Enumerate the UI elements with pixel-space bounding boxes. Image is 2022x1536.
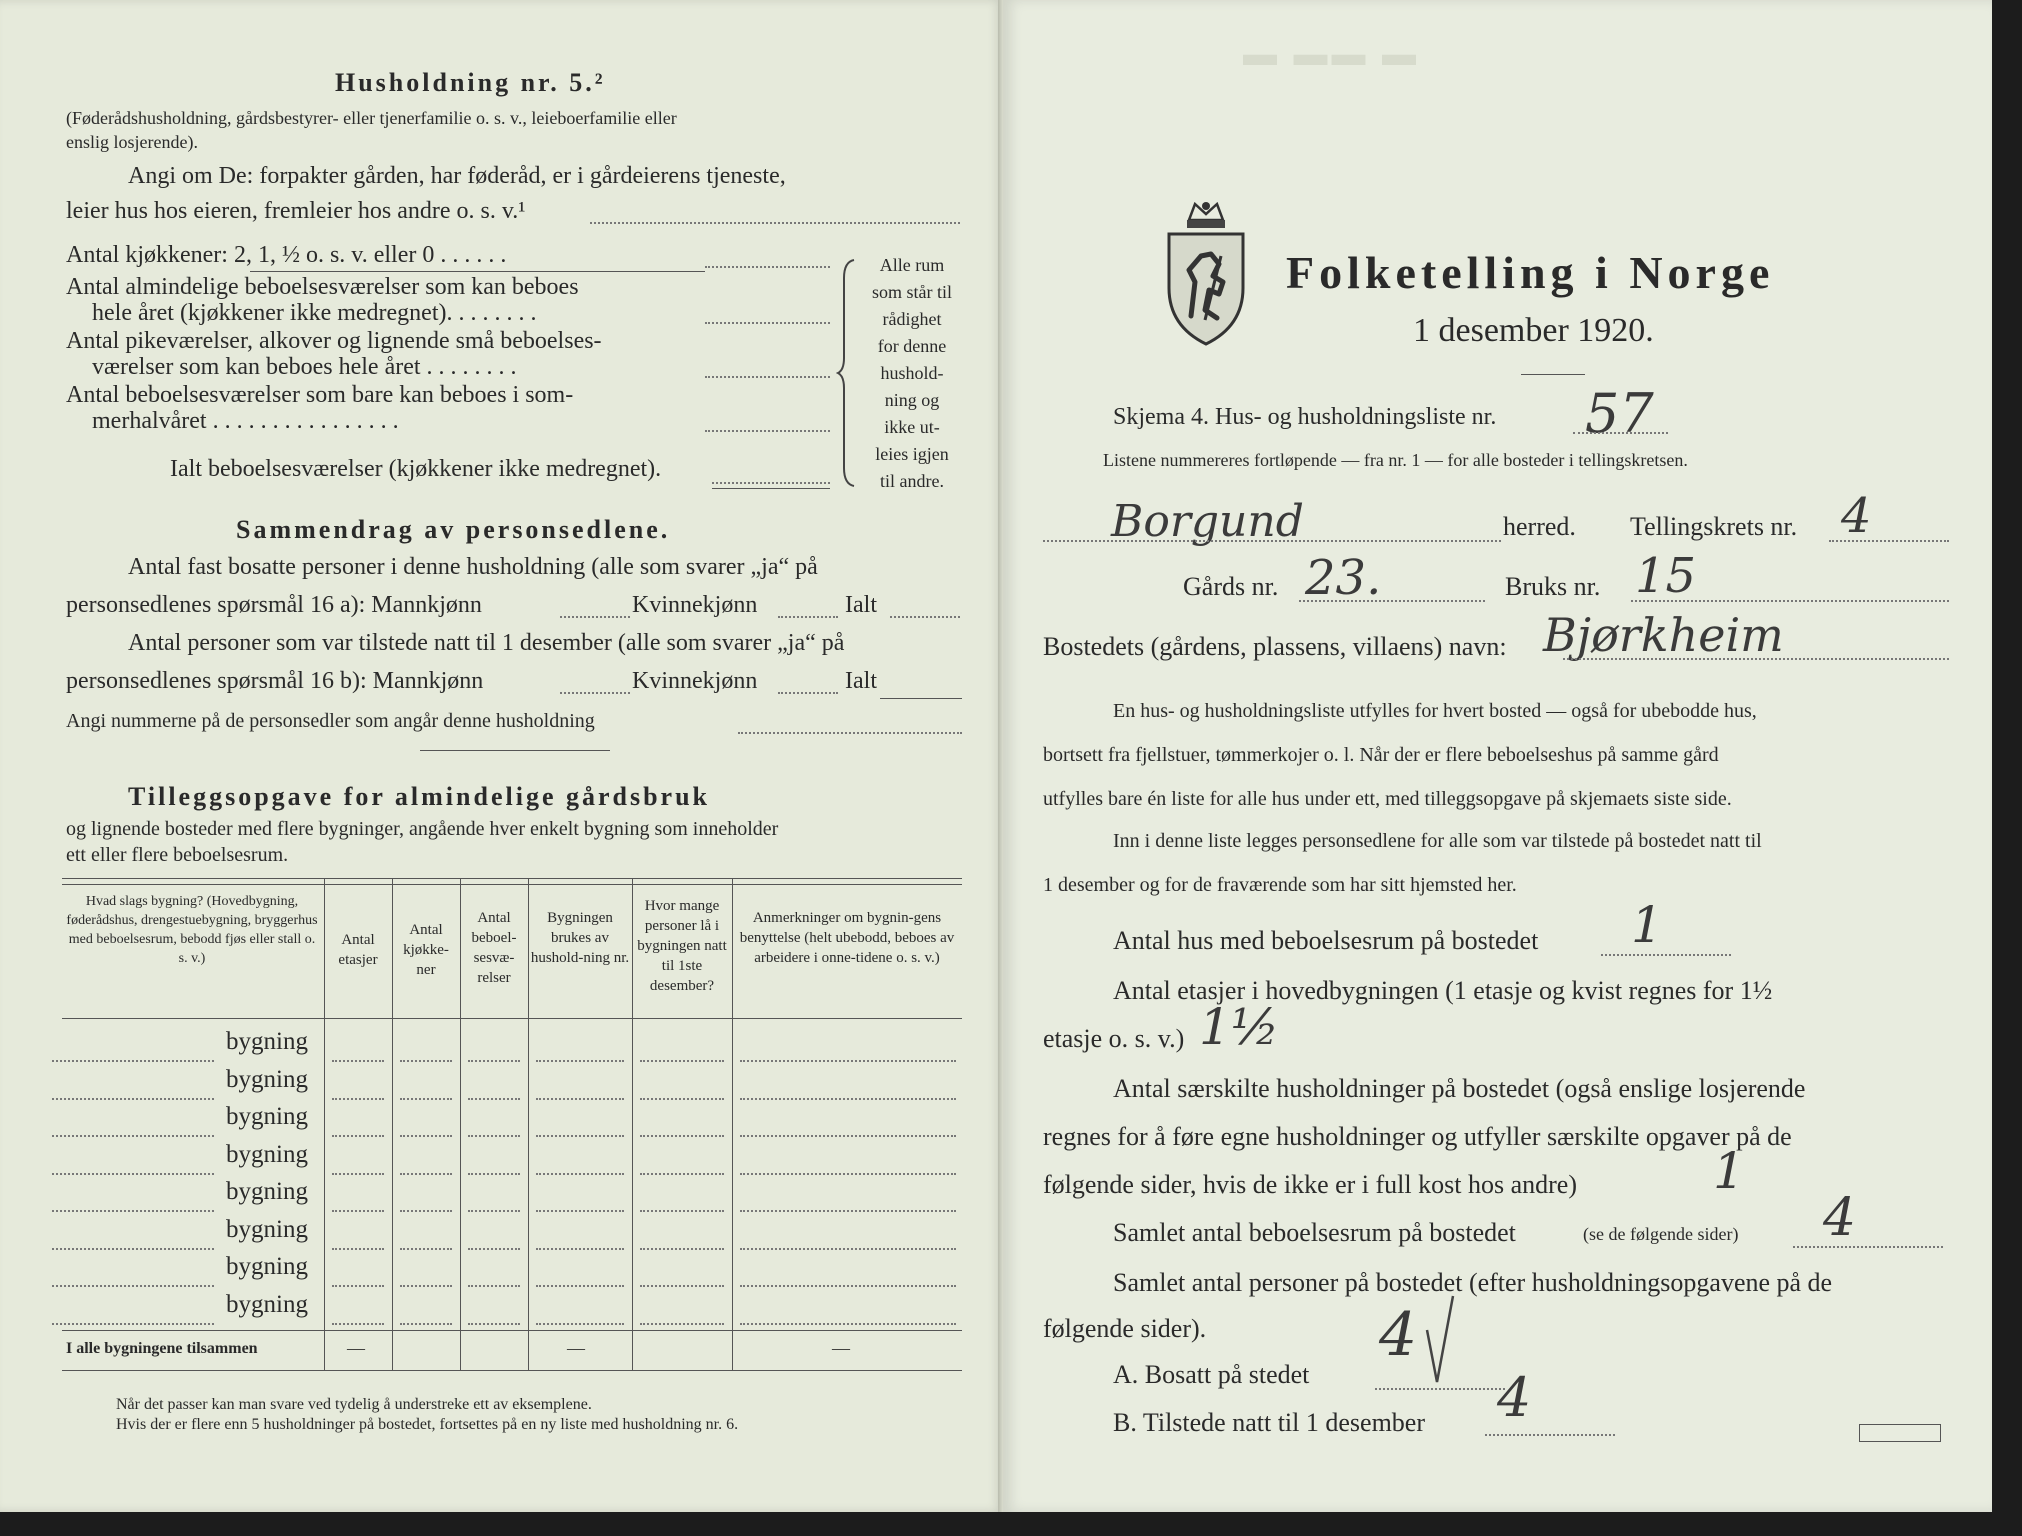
building-row-field bbox=[400, 1135, 452, 1137]
side-note-line: leies igjen bbox=[875, 444, 949, 464]
municipality-value: Borgund bbox=[1111, 496, 1304, 547]
schema-number-line bbox=[1573, 432, 1668, 434]
col-header-building-type: Hvad slags bygning? (Hovedbygning, føderådshus, drengestuebygning, bryggerhus med beboelsesrum, bebodd fjøs eller stall o. s. v.) bbox=[66, 894, 318, 966]
building-row-field bbox=[740, 1248, 956, 1250]
building-row-field bbox=[468, 1210, 520, 1212]
side-note-line: ning og bbox=[884, 390, 940, 410]
building-row-field bbox=[400, 1248, 452, 1250]
building-row-field bbox=[640, 1210, 724, 1212]
rooms-total-value: 4 bbox=[1823, 1188, 1857, 1248]
schema-label: Skjema 4. Hus- og husholdningsliste nr. bbox=[1113, 404, 1497, 430]
building-row-field bbox=[400, 1060, 452, 1062]
farm-number-label: Gårds nr. bbox=[1183, 572, 1279, 601]
district-line bbox=[1829, 540, 1949, 542]
rooms-line-2: hele året (kjøkkener ikke medregnet). . . . . . . . bbox=[92, 300, 537, 326]
angi-line-2: leier hus hos eieren, fremleier hos andre o. s. v.¹ bbox=[66, 198, 526, 224]
table-col-divider bbox=[528, 878, 529, 1370]
building-row-field bbox=[536, 1285, 624, 1287]
building-row-field bbox=[640, 1060, 724, 1062]
census-date: 1 desember 1920. bbox=[1413, 312, 1654, 349]
side-note-line: Alle rum bbox=[879, 255, 945, 275]
supplement-line-2: ett eller flere beboelsesrum. bbox=[66, 844, 289, 866]
fast-female-field bbox=[778, 616, 838, 618]
building-row-field bbox=[52, 1248, 214, 1250]
district-label: Tellingskrets nr. bbox=[1630, 512, 1798, 541]
building-row-field bbox=[468, 1060, 520, 1062]
info-line-3: utfylles bare én liste for alle hus under ett, med tilleggsopgave på skjemaets siste side. bbox=[1043, 788, 1732, 810]
building-row-field bbox=[52, 1285, 214, 1287]
form-title: Folketelling i Norge bbox=[1286, 247, 1775, 298]
fast-total-field bbox=[890, 616, 960, 618]
building-row-field bbox=[52, 1098, 214, 1100]
building-row-field bbox=[640, 1285, 724, 1287]
present-total-label: Ialt bbox=[845, 668, 877, 694]
houses-label: Antal hus med beboelsesrum på bostedet bbox=[1113, 926, 1539, 955]
resident-line bbox=[1375, 1388, 1505, 1390]
households-line-3: følgende sider, hvis de ikke er i full kost hos andre) bbox=[1043, 1170, 1577, 1199]
building-row-field bbox=[740, 1135, 956, 1137]
building-row-field bbox=[468, 1098, 520, 1100]
building-row-label: bygning bbox=[226, 1103, 308, 1130]
municipality-label: herred. bbox=[1503, 512, 1576, 541]
angi-line-1: Angi om De: forpakter gården, har føderåd, er i gårdeierens tjeneste, bbox=[128, 163, 786, 189]
building-row-field bbox=[536, 1173, 624, 1175]
building-row-field bbox=[52, 1210, 214, 1212]
maid-rooms-line-2: værelser som kan beboes hele året . . . . . . . . bbox=[92, 354, 517, 380]
summer-rooms-line-2: merhalvåret . . . . . . . . . . . . . . . . bbox=[92, 408, 399, 434]
table-total-rule bbox=[62, 1330, 962, 1331]
building-row-field bbox=[536, 1098, 624, 1100]
summary-present-line-2: personsedlenes spørsmål 16 b): Mannkjønn bbox=[66, 668, 484, 694]
present-female-field bbox=[778, 692, 838, 694]
right-page bbox=[1003, 0, 1992, 1512]
present-male-field bbox=[560, 692, 630, 694]
angi-fill-line bbox=[590, 222, 960, 224]
intro-line-2: enslig losjerende). bbox=[66, 132, 198, 152]
footnote-1: Når det passer kan man svare ved tydelig å understreke ett av eksemplene. bbox=[116, 1396, 592, 1413]
table-col-divider bbox=[632, 878, 633, 1370]
building-row-field bbox=[640, 1098, 724, 1100]
supplement-title: Tilleggsopgave for almindelige gårdsbruk bbox=[128, 782, 711, 811]
building-row-field bbox=[332, 1098, 384, 1100]
municipality-line bbox=[1043, 540, 1501, 542]
dwelling-name-value: Bjørkheim bbox=[1543, 608, 1784, 662]
dwelling-name-label: Bostedets (gårdens, plassens, villaens) navn: bbox=[1043, 632, 1507, 661]
title-divider bbox=[1521, 374, 1585, 375]
building-row-field bbox=[52, 1135, 214, 1137]
building-row-label: bygning bbox=[226, 1253, 308, 1280]
building-row-field bbox=[332, 1173, 384, 1175]
bleed-through: ▬ ▬▬ ▬ bbox=[1243, 36, 1420, 73]
summary-fast-line-1: Antal fast bosatte personer i denne husholdning (alle som svarer „ja“ på bbox=[128, 554, 818, 580]
info-line-2: bortsett fra fjellstuer, tømmerkojer o. l. Når der er flere beboelseshus på samme gård bbox=[1043, 744, 1719, 766]
side-note-line: rådighet bbox=[882, 309, 942, 329]
resident-label: A. Bosatt på stedet bbox=[1113, 1360, 1310, 1389]
building-row-field bbox=[640, 1323, 724, 1325]
building-row-label: bygning bbox=[226, 1290, 308, 1318]
fast-female-label: Kvinnekjønn bbox=[632, 592, 758, 618]
floors-line-2: etasje o. s. v.) bbox=[1043, 1024, 1185, 1053]
summary-fast-line-2: personsedlenes spørsmål 16 a): Mannkjønn bbox=[66, 592, 482, 618]
summer-rooms-line-1: Antal beboelsesværelser som bare kan beboes i som- bbox=[66, 382, 574, 408]
building-row-field bbox=[400, 1098, 452, 1100]
building-row-label: bygning bbox=[226, 1140, 308, 1168]
building-row-field bbox=[536, 1210, 624, 1212]
building-row-field bbox=[640, 1135, 724, 1137]
table-total-label: I alle bygningene tilsammen bbox=[66, 1340, 258, 1357]
table-bottom-rule bbox=[62, 1370, 962, 1371]
rooms-line-1: Antal almindelige beboelsesværelser som kan beboes bbox=[66, 274, 579, 300]
building-row-field bbox=[740, 1285, 956, 1287]
building-row-field bbox=[400, 1323, 452, 1325]
fast-male-field bbox=[560, 616, 630, 618]
footnote-2: Hvis der er flere enn 5 husholdninger på bostedet, fortsettes på en ny liste med husholdning nr. 6. bbox=[116, 1416, 739, 1433]
household-title: Husholdning nr. 5.² bbox=[335, 68, 606, 97]
present-total-field bbox=[880, 698, 962, 699]
resident-value: 4 bbox=[1379, 1300, 1418, 1370]
building-row-field bbox=[332, 1135, 384, 1137]
maid-rooms-field bbox=[705, 376, 830, 378]
holding-number-label: Bruks nr. bbox=[1505, 572, 1601, 601]
building-row-field bbox=[468, 1285, 520, 1287]
building-row-label: bygning bbox=[226, 1215, 308, 1243]
table-col-divider bbox=[324, 878, 325, 1370]
info-line-5: 1 desember og for de fraværende som har sitt hjemsted her. bbox=[1043, 874, 1517, 896]
building-row-field bbox=[468, 1173, 520, 1175]
persons-line-1: Samlet antal personer på bostedet (efter husholdningsopgavene på de bbox=[1113, 1268, 1833, 1297]
section-divider bbox=[420, 750, 610, 751]
building-row-field bbox=[740, 1323, 956, 1325]
fast-total-label: Ialt bbox=[845, 592, 877, 618]
building-row-field bbox=[740, 1060, 956, 1062]
present-label: B. Tilstede natt til 1 desember bbox=[1113, 1408, 1425, 1437]
numbers-label: Angi nummerne på de personsedler som angår denne husholdning bbox=[66, 710, 595, 732]
building-row-field bbox=[468, 1135, 520, 1137]
total-rooms-field bbox=[712, 482, 830, 484]
side-note-line: hushold- bbox=[880, 363, 944, 383]
building-row-field bbox=[332, 1248, 384, 1250]
floors-line-1: Antal etasjer i hovedbygningen (1 etasje og kvist regnes for 1½ bbox=[1113, 976, 1773, 1005]
left-page bbox=[0, 0, 1003, 1512]
dwelling-name-line bbox=[1563, 658, 1949, 660]
supplement-line-1: og lignende bosteder med flere bygninger, angående hver enkelt bygning som inneholder bbox=[66, 818, 779, 840]
total-rooms-underline bbox=[712, 488, 830, 489]
brace-icon bbox=[836, 258, 860, 488]
building-row-label: bygning bbox=[226, 1065, 308, 1093]
building-row-field bbox=[536, 1323, 624, 1325]
houses-value: 1 bbox=[1631, 896, 1663, 954]
present-female-label: Kvinnekjønn bbox=[632, 668, 758, 694]
building-row-field bbox=[52, 1173, 214, 1175]
persons-line-2: følgende sider). bbox=[1043, 1314, 1207, 1343]
info-line-4: Inn i denne liste legges personsedlene for alle som var tilstede på bostedet natt til bbox=[1113, 830, 1762, 852]
building-row-field bbox=[332, 1060, 384, 1062]
building-row-field bbox=[536, 1135, 624, 1137]
households-value: 1 bbox=[1713, 1142, 1745, 1200]
rooms-field bbox=[705, 322, 830, 324]
info-line-1: En hus- og husholdningsliste utfylles for hvert bosted — også for ubebodde hus, bbox=[1113, 700, 1757, 722]
building-row-field bbox=[740, 1173, 956, 1175]
farm-number-value: 23. bbox=[1305, 550, 1382, 606]
rooms-total-note: (se de følgende sider) bbox=[1583, 1224, 1739, 1244]
printer-stamp bbox=[1859, 1424, 1941, 1442]
side-note-line: som står til bbox=[872, 282, 952, 302]
col-header-floors: Antal etasjer bbox=[338, 932, 378, 968]
building-row-field bbox=[536, 1248, 624, 1250]
present-line bbox=[1485, 1434, 1615, 1436]
total-remarks-dash: — bbox=[832, 1338, 850, 1358]
col-header-kitchens: Antal kjøkke-ner bbox=[403, 922, 449, 978]
col-header-household: Bygningen brukes av hushold-ning nr. bbox=[530, 910, 630, 966]
rooms-total-line bbox=[1793, 1246, 1943, 1248]
building-row-field bbox=[640, 1173, 724, 1175]
rooms-total-label: Samlet antal beboelsesrum på bostedet bbox=[1113, 1218, 1516, 1247]
maid-rooms-line-1: Antal pikeværelser, alkover og lignende små beboelses- bbox=[66, 328, 602, 354]
intro-line-1: (Føderådshusholdning, gårdsbestyrer- eller tjenerfamilie o. s. v., leieboerfamilie eller bbox=[66, 108, 677, 128]
summary-title: Sammendrag av personsedlene. bbox=[236, 515, 671, 544]
building-row-field bbox=[536, 1060, 624, 1062]
col-header-remarks: Anmerkninger om bygnin-gens benyttelse (helt ubebodd, beboes av arbeidere i onne-tidene o. s. v.) bbox=[739, 910, 955, 966]
numbering-note: Listene nummereres fortløpende — fra nr. 1 — for alle bosteder i tellingskretsen. bbox=[1103, 450, 1688, 470]
building-row-field bbox=[400, 1210, 452, 1212]
buildings-table bbox=[62, 878, 962, 1370]
kitchens-field bbox=[705, 266, 830, 268]
building-row-field bbox=[740, 1098, 956, 1100]
building-row-field bbox=[52, 1060, 214, 1062]
total-floors-dash: — bbox=[347, 1338, 365, 1358]
building-row-field bbox=[400, 1285, 452, 1287]
building-row-field bbox=[640, 1248, 724, 1250]
side-note-line: for denne bbox=[877, 336, 947, 356]
building-row-field bbox=[332, 1210, 384, 1212]
building-row-label: bygning bbox=[226, 1178, 308, 1205]
schema-number: 57 bbox=[1585, 382, 1654, 445]
kitchens-underline bbox=[250, 271, 705, 272]
tick-mark-icon bbox=[1423, 1290, 1459, 1390]
numbers-field bbox=[738, 732, 962, 734]
total-household-dash: — bbox=[567, 1338, 585, 1358]
col-header-persons: Hvor mange personer lå i bygningen natt til 1ste desember? bbox=[637, 898, 727, 994]
farm-number-line bbox=[1299, 600, 1485, 602]
table-col-divider bbox=[732, 878, 733, 1370]
holding-number-line bbox=[1631, 600, 1949, 602]
building-row-field bbox=[468, 1323, 520, 1325]
table-col-divider bbox=[460, 878, 461, 1370]
holding-number-value: 15 bbox=[1635, 548, 1697, 604]
coat-of-arms-icon bbox=[1161, 198, 1251, 348]
building-row-label: bygning bbox=[226, 1028, 308, 1055]
building-row-field bbox=[332, 1323, 384, 1325]
houses-line bbox=[1601, 954, 1731, 956]
summary-present-line-1: Antal personer som var tilstede natt til 1 desember (alle som svarer „ja“ på bbox=[128, 630, 845, 656]
table-top-rule bbox=[62, 878, 962, 879]
building-row-field bbox=[740, 1210, 956, 1212]
building-row-field bbox=[52, 1323, 214, 1325]
side-note-line: til andre. bbox=[880, 471, 944, 491]
households-line-2: regnes for å føre egne husholdninger og utfyller særskilte opgaver på de bbox=[1043, 1122, 1792, 1151]
table-header-rule bbox=[62, 1018, 962, 1019]
district-value: 4 bbox=[1841, 488, 1872, 544]
col-header-rooms: Antal beboel-sesvæ-relser bbox=[471, 910, 517, 986]
table-top-rule-2 bbox=[62, 884, 962, 885]
present-value: 4 bbox=[1497, 1366, 1532, 1429]
building-row-field bbox=[332, 1285, 384, 1287]
households-line-1: Antal særskilte husholdninger på bostedet (også enslige losjerende bbox=[1113, 1074, 1806, 1103]
building-row-field bbox=[400, 1173, 452, 1175]
side-note bbox=[862, 252, 962, 495]
table-col-divider bbox=[392, 878, 393, 1370]
summer-rooms-field bbox=[705, 430, 830, 432]
total-rooms-label: Ialt beboelsesværelser (kjøkkener ikke medregnet). bbox=[170, 456, 662, 482]
building-row-field bbox=[468, 1248, 520, 1250]
floors-value: 1½ bbox=[1199, 998, 1280, 1056]
kitchens-label: Antal kjøkkener: 2, 1, ½ o. s. v. eller 0 . . . . . . bbox=[66, 242, 507, 268]
side-note-line: ikke ut- bbox=[884, 417, 940, 437]
